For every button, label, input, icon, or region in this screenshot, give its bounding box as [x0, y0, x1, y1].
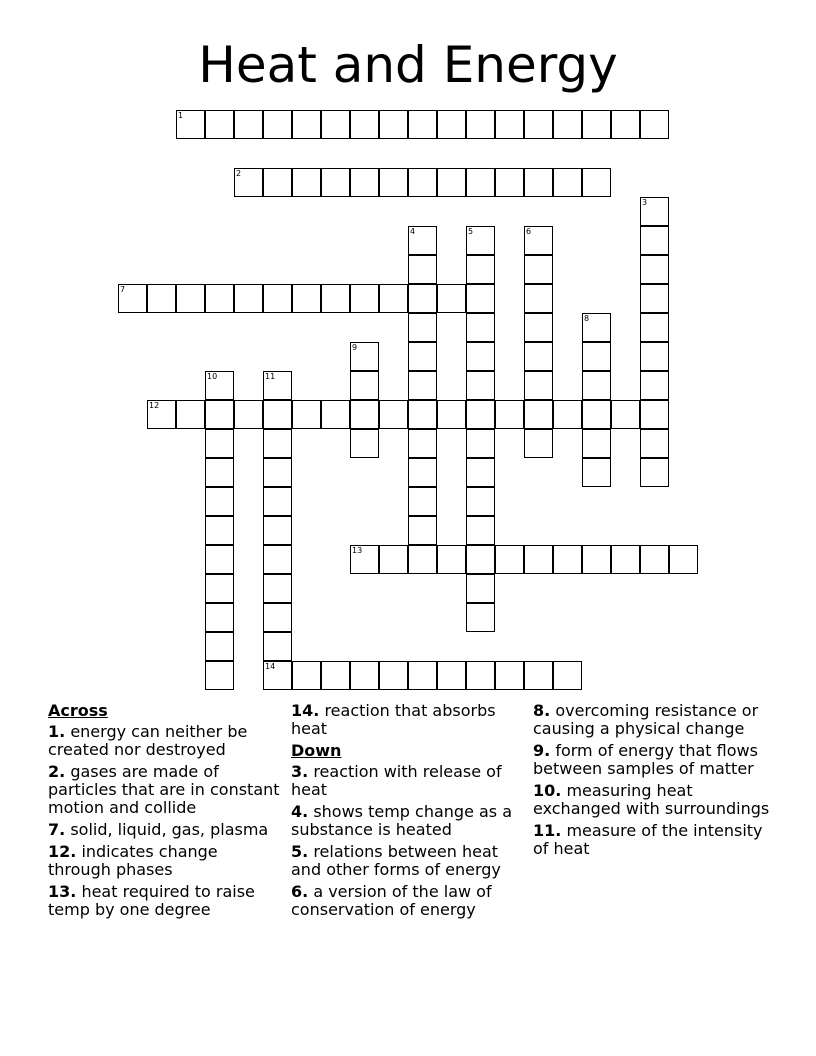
grid-cell[interactable] [205, 603, 234, 632]
clue-number: 11 [265, 372, 276, 381]
grid-cell[interactable] [582, 313, 611, 342]
grid-cell[interactable] [118, 284, 147, 313]
grid-cell[interactable] [466, 661, 495, 690]
clue-item: 4. shows temp change as a substance is heated [291, 802, 513, 839]
grid-cell[interactable] [408, 226, 437, 255]
grid-cell[interactable] [292, 168, 321, 197]
grid-cell[interactable] [408, 661, 437, 690]
grid-cell[interactable] [205, 545, 234, 574]
grid-cell[interactable] [582, 545, 611, 574]
grid-cell[interactable] [408, 371, 437, 400]
grid-cell[interactable] [582, 458, 611, 487]
grid-cell[interactable] [437, 110, 466, 139]
grid-cell[interactable] [495, 110, 524, 139]
grid-cell[interactable] [379, 110, 408, 139]
grid-cell[interactable] [640, 197, 669, 226]
grid-cell[interactable] [205, 110, 234, 139]
grid-cell[interactable] [147, 400, 176, 429]
grid-cell[interactable] [524, 168, 553, 197]
grid-cell[interactable] [408, 429, 437, 458]
clue-number: 13 [352, 546, 363, 555]
grid-cell[interactable] [321, 284, 350, 313]
grid-cell[interactable] [176, 284, 205, 313]
grid-cell[interactable] [640, 313, 669, 342]
across-heading: Across [48, 701, 108, 720]
grid-cell[interactable] [466, 226, 495, 255]
grid-cell[interactable] [350, 661, 379, 690]
grid-cell[interactable] [466, 516, 495, 545]
grid-cell[interactable] [408, 284, 437, 313]
clue-item: 6. a version of the law of conservation of energy [291, 882, 492, 919]
grid-cell[interactable] [292, 284, 321, 313]
grid-cell[interactable] [263, 371, 292, 400]
grid-cell[interactable] [379, 545, 408, 574]
grid-cell[interactable] [292, 110, 321, 139]
grid-cell[interactable] [350, 168, 379, 197]
grid-cell[interactable] [640, 226, 669, 255]
clue-number: 4 [410, 227, 416, 236]
grid-cell[interactable] [640, 342, 669, 371]
grid-cell[interactable] [263, 284, 292, 313]
grid-cell[interactable] [524, 342, 553, 371]
clue-number: 9 [352, 343, 358, 352]
grid-cell[interactable] [582, 110, 611, 139]
grid-cell[interactable] [408, 458, 437, 487]
grid-cell[interactable] [640, 400, 669, 429]
grid-cell[interactable] [205, 429, 234, 458]
grid-cell[interactable] [466, 429, 495, 458]
grid-cell[interactable] [466, 110, 495, 139]
grid-cell[interactable] [611, 545, 640, 574]
grid-cell[interactable] [466, 255, 495, 284]
grid-cell[interactable] [263, 458, 292, 487]
grid-cell[interactable] [408, 487, 437, 516]
grid-cell[interactable] [321, 168, 350, 197]
grid-cell[interactable] [350, 371, 379, 400]
clue-item: 10. measuring heat exchanged with surroundings [533, 781, 770, 818]
grid-cell[interactable] [350, 545, 379, 574]
grid-cell[interactable] [553, 110, 582, 139]
grid-cell[interactable] [466, 168, 495, 197]
clue-item: 8. overcoming resistance or causing a physical change [533, 701, 759, 738]
grid-cell[interactable] [466, 574, 495, 603]
page-title: Heat and Energy [198, 36, 618, 94]
grid-cell[interactable] [640, 545, 669, 574]
grid-cell[interactable] [379, 168, 408, 197]
grid-cell[interactable] [263, 110, 292, 139]
grid-cell[interactable] [495, 545, 524, 574]
grid-cell[interactable] [205, 516, 234, 545]
grid-cell[interactable] [234, 284, 263, 313]
grid-cell[interactable] [553, 661, 582, 690]
grid-cell[interactable] [582, 429, 611, 458]
grid-cell[interactable] [321, 661, 350, 690]
clues-column-1 [48, 702, 284, 923]
clues-column-3 [533, 702, 773, 862]
grid-cell[interactable] [350, 284, 379, 313]
grid-cell[interactable] [379, 400, 408, 429]
clue-item: 2. gases are made of particles that are in constant motion and collide [48, 762, 280, 817]
grid-cell[interactable] [234, 110, 263, 139]
grid-cell[interactable] [205, 661, 234, 690]
grid-cell[interactable] [263, 574, 292, 603]
grid-cell[interactable] [640, 284, 669, 313]
grid-cell[interactable] [553, 400, 582, 429]
grid-cell[interactable] [350, 429, 379, 458]
clue-number: 10 [207, 372, 218, 381]
grid-cell[interactable] [640, 110, 669, 139]
grid-cell[interactable] [582, 168, 611, 197]
grid-cell[interactable] [321, 400, 350, 429]
grid-cell[interactable] [147, 284, 176, 313]
grid-cell[interactable] [408, 255, 437, 284]
clue-number: 8 [584, 314, 590, 323]
grid-cell[interactable] [640, 255, 669, 284]
grid-cell[interactable] [437, 168, 466, 197]
grid-cell[interactable] [466, 603, 495, 632]
grid-cell[interactable] [437, 284, 466, 313]
grid-cell[interactable] [292, 661, 321, 690]
grid-cell[interactable] [524, 371, 553, 400]
grid-cell[interactable] [234, 168, 263, 197]
grid-cell[interactable] [263, 168, 292, 197]
clue-number: 6 [526, 227, 532, 236]
grid-cell[interactable] [292, 400, 321, 429]
clue-item: 13. heat required to raise temp by one degree [48, 882, 255, 919]
grid-cell[interactable] [176, 110, 205, 139]
clue-number: 1 [178, 111, 184, 120]
clue-item: 9. form of energy that flows between samples of matter [533, 741, 758, 778]
grid-cell[interactable] [234, 400, 263, 429]
grid-cell[interactable] [437, 400, 466, 429]
grid-cell[interactable] [437, 661, 466, 690]
grid-cell[interactable] [466, 400, 495, 429]
grid-cell[interactable] [524, 661, 553, 690]
grid-cell[interactable] [263, 603, 292, 632]
grid-cell[interactable] [205, 458, 234, 487]
grid-cell[interactable] [640, 429, 669, 458]
grid-cell[interactable] [263, 545, 292, 574]
grid-cell[interactable] [582, 400, 611, 429]
grid-cell[interactable] [524, 110, 553, 139]
grid-cell[interactable] [408, 110, 437, 139]
clues-column-2 [291, 702, 519, 923]
grid-cell[interactable] [205, 632, 234, 661]
grid-cell[interactable] [263, 632, 292, 661]
clue-item: 11. measure of the intensity of heat [533, 821, 763, 858]
grid-cell[interactable] [263, 516, 292, 545]
grid-cell[interactable] [408, 545, 437, 574]
grid-cell[interactable] [524, 284, 553, 313]
grid-cell[interactable] [408, 516, 437, 545]
grid-cell[interactable] [524, 313, 553, 342]
grid-cell[interactable] [611, 110, 640, 139]
clue-number: 2 [236, 169, 242, 178]
grid-cell[interactable] [466, 458, 495, 487]
grid-cell[interactable] [408, 342, 437, 371]
clue-number: 14 [265, 662, 276, 671]
grid-cell[interactable] [205, 487, 234, 516]
grid-cell[interactable] [205, 371, 234, 400]
clue-item: 14. reaction that absorbs heat [291, 701, 496, 738]
grid-cell[interactable] [437, 545, 466, 574]
grid-cell[interactable] [524, 255, 553, 284]
grid-cell[interactable] [350, 110, 379, 139]
grid-cell[interactable] [495, 661, 524, 690]
grid-cell[interactable] [263, 429, 292, 458]
grid-cell[interactable] [466, 487, 495, 516]
grid-cell[interactable] [553, 545, 582, 574]
grid-cell[interactable] [582, 371, 611, 400]
grid-cell[interactable] [205, 284, 234, 313]
clue-number: 5 [468, 227, 474, 236]
grid-cell[interactable] [582, 342, 611, 371]
grid-cell[interactable] [408, 313, 437, 342]
grid-cell[interactable] [321, 110, 350, 139]
grid-cell[interactable] [611, 400, 640, 429]
clue-number: 3 [642, 198, 648, 207]
grid-cell[interactable] [553, 168, 582, 197]
grid-cell[interactable] [379, 661, 408, 690]
clue-item: 7. solid, liquid, gas, plasma [48, 820, 269, 839]
clue-item: 12. indicates change through phases [48, 842, 218, 879]
grid-cell[interactable] [495, 168, 524, 197]
grid-cell[interactable] [408, 168, 437, 197]
grid-cell[interactable] [669, 545, 698, 574]
grid-cell[interactable] [350, 342, 379, 371]
grid-cell[interactable] [205, 400, 234, 429]
grid-cell[interactable] [640, 371, 669, 400]
clue-number: 7 [120, 285, 126, 294]
down-heading: Down [291, 741, 342, 760]
grid-cell[interactable] [263, 661, 292, 690]
grid-cell[interactable] [205, 574, 234, 603]
grid-cell[interactable] [379, 284, 408, 313]
grid-cell[interactable] [350, 400, 379, 429]
clue-item: 3. reaction with release of heat [291, 762, 502, 799]
clue-item: 5. relations between heat and other forms of energy [291, 842, 501, 879]
grid-cell[interactable] [176, 400, 205, 429]
grid-cell[interactable] [524, 429, 553, 458]
grid-cell[interactable] [495, 400, 524, 429]
clue-number: 12 [149, 401, 160, 410]
grid-cell[interactable] [466, 371, 495, 400]
grid-cell[interactable] [466, 313, 495, 342]
grid-cell[interactable] [524, 545, 553, 574]
clue-item: 1. energy can neither be created nor destroyed [48, 722, 248, 759]
grid-cell[interactable] [466, 545, 495, 574]
grid-cell[interactable] [466, 342, 495, 371]
grid-cell[interactable] [263, 487, 292, 516]
grid-cell[interactable] [263, 400, 292, 429]
grid-cell[interactable] [640, 458, 669, 487]
grid-cell[interactable] [524, 400, 553, 429]
grid-cell[interactable] [408, 400, 437, 429]
grid-cell[interactable] [524, 226, 553, 255]
grid-cell[interactable] [466, 284, 495, 313]
